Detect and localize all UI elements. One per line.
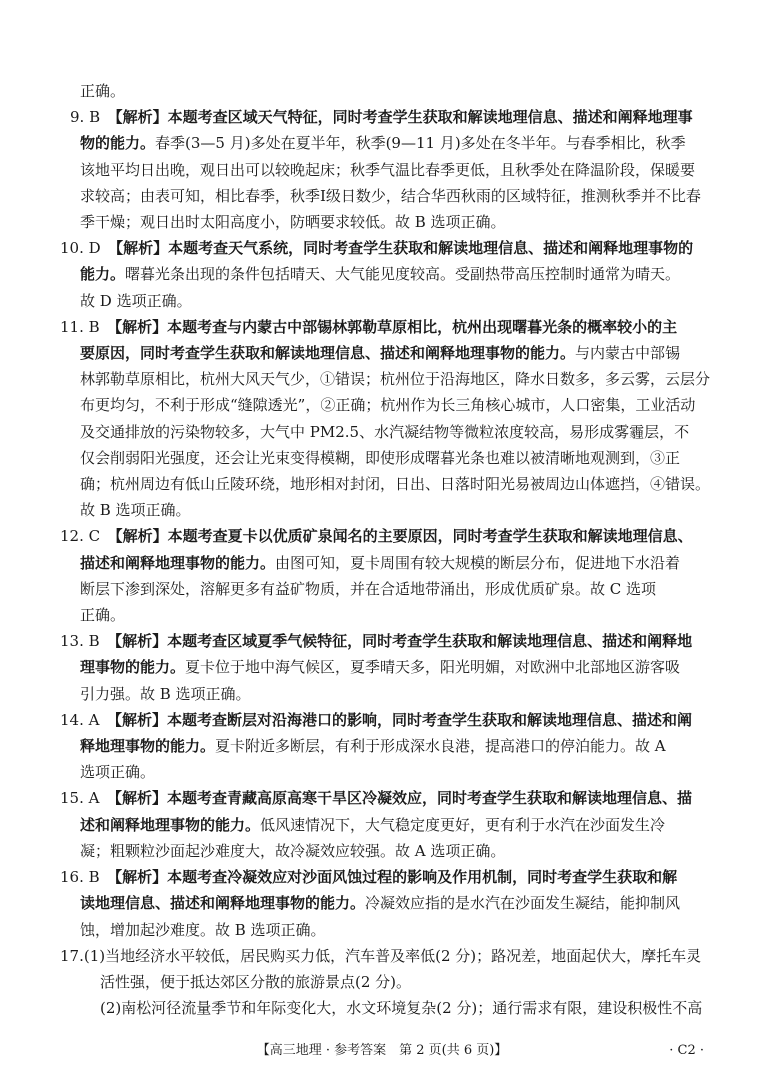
text-line (60, 785, 704, 811)
analysis-heading: 【解析】本题考查天气系统，同时考查学生获取和解读地理信息、描述和阐释地理事物的 (115, 239, 694, 258)
footer-page-info: 【高三地理 · 参考答案 第 2 页(共 6 页)】 (256, 1043, 508, 1058)
text-line (80, 654, 704, 680)
analysis-heading: 物的能力。 (80, 134, 156, 153)
question-number: 9. B (70, 108, 116, 127)
text-line (80, 130, 704, 156)
text-line (80, 917, 704, 943)
analysis-heading: 【解析】本题考查青藏高原高寒干旱区冷凝效应，同时考查学生获取和解读地理信息、描 (114, 789, 692, 808)
line-text: 凝；粗颗粒沙面起沙难度大，故冷凝效应较强。故 A 选项正确。 (80, 841, 506, 860)
line-text: 正确。 (80, 606, 126, 625)
line-text: 蚀，增加起沙难度。故 B 选项正确。 (80, 920, 326, 939)
line-text: 断层下渗到深处，溶解更多有益矿物质，并在合适地带涌出，形成优质矿泉。故 C 选项 (80, 579, 657, 598)
text-line (80, 838, 704, 864)
text-line (80, 419, 704, 445)
line-text: 故 B 选项正确。 (80, 501, 191, 520)
line-text: 引力强。故 B 选项正确。 (80, 684, 251, 703)
text-line (80, 366, 711, 392)
text-line (60, 864, 704, 890)
text-line (80, 392, 704, 418)
question-number: 13. B (60, 632, 115, 651)
line-text: 林郭勒草原相比，杭州大风天气少，①错误；杭州位于沿海地区，降水日数多，多云雾，云层分 (80, 370, 711, 389)
line-text: 及交通排放的污染物较多，大气中 PM2.5、水汽凝结物等微粒浓度较高，易形成雾霾层，不 (80, 422, 690, 441)
text-line (80, 759, 704, 785)
answer-text-body (60, 78, 711, 1021)
text-line (70, 104, 704, 130)
question-number: 12. C (60, 527, 116, 546)
text-line (60, 523, 704, 549)
analysis-heading: 读地理信息、描述和阐释地理事物的能力。 (80, 894, 366, 913)
line-text: 与内蒙古中部锡 (575, 344, 681, 363)
text-line (80, 681, 704, 707)
question-number: 17. (60, 946, 84, 965)
analysis-heading: 【解析】本题考查冷凝效应对沙面风蚀过程的影响及作用机制，同时考查学生获取和解 (114, 868, 678, 887)
text-line (80, 157, 704, 183)
analysis-heading: 描述和阐释地理事物的能力。 (80, 553, 276, 572)
analysis-heading: 【解析】本题考查与内蒙古中部锡林郭勒草原相比，杭州出现曙暮光条的概率较小的主 (114, 317, 678, 336)
question-number: 10. D (60, 239, 116, 258)
line-text: 活性强，便于抵达郊区分散的旅游景点(2 分)。 (100, 972, 412, 991)
line-text: 季干燥；观日出时太阳高度小，防晒要求较低。故 B 选项正确。 (80, 213, 506, 232)
analysis-heading: 【解析】本题考查区域天气特征，同时考查学生获取和解读地理信息、描述和阐释地理事 (115, 108, 693, 127)
line-text: 选项正确。 (80, 763, 156, 782)
analysis-heading: 【解析】本题考查夏卡以优质矿泉闻名的主要原因，同时考查学生获取和解读地理信息、 (115, 527, 693, 546)
text-line (80, 183, 704, 209)
question-number: 11. B (60, 317, 115, 336)
footer-code: · C2 · (669, 1043, 704, 1058)
text-line (80, 340, 704, 366)
line-text: 冷凝效应指的是水汽在沙面发生凝结，能抑制风 (365, 894, 681, 913)
question-number: 16. B (60, 868, 115, 887)
text-line (80, 288, 704, 314)
page-footer (0, 1040, 764, 1062)
text-line (80, 497, 704, 523)
text-line (80, 445, 704, 471)
analysis-heading: 述和阐释地理事物的能力。 (80, 815, 261, 834)
analysis-heading: 【解析】本题考查区域夏季气候特征，同时考查学生获取和解读地理信息、描述和阐释地 (114, 632, 693, 651)
line-text: 仅会削弱阳光强度，还会让光束变得模糊，即使形成曙暮光条也难以被清晰地观测到，③正 (80, 448, 681, 467)
analysis-heading: 要原因，同时考查学生获取和解读地理信息、描述和阐释地理事物的能力。 (80, 344, 576, 363)
line-text: 低风速情况下，大气稳定度更好，更有利于水汽在沙面发生冷 (260, 815, 666, 834)
text-line (80, 209, 704, 235)
line-text: 确；杭州周边有低山丘陵环绕，地形相对封闭，日出、日落时阳光易被周边山体遮挡，④错误。 (80, 475, 711, 494)
line-text: 求较高；由表可知，相比春季，秋季Ⅰ级日数少，结合华西秋雨的区域特征，推测秋季并不比春 (80, 186, 701, 205)
text-line (80, 550, 704, 576)
text-line (60, 943, 704, 969)
line-text: 该地平均日出晚，观日出可以较晚起床；秋季气温比春季更低，且秋季处在降温阶段，保暖要 (80, 160, 696, 179)
text-line (80, 733, 704, 759)
analysis-heading: 释地理事物的能力。 (80, 737, 216, 756)
analysis-heading: 理事物的能力。 (80, 658, 186, 677)
line-text: 正确。 (80, 82, 126, 100)
text-line (80, 995, 704, 1021)
line-text: 曙暮光条出现的条件包括晴天、大气能见度较高。受副热带高压控制时通常为晴天。 (125, 265, 681, 284)
line-text: 夏卡位于地中海气候区，夏季晴天多，阳光明媚，对欧洲中北部地区游客吸 (185, 658, 681, 677)
text-line (60, 628, 704, 654)
text-line (80, 471, 711, 497)
text-line (80, 576, 704, 602)
question-number: 14. A (60, 710, 115, 729)
line-text: 由图可知，夏卡周围有较大规模的断层分布，促进地下水沿着 (275, 553, 681, 572)
text-line (80, 812, 704, 838)
text-line (60, 235, 704, 261)
text-line (80, 78, 704, 104)
analysis-heading: 能力。 (80, 265, 126, 284)
line-text: 夏卡附近多断层，有利于形成深水良港，提高港口的停泊能力。故 A (215, 737, 666, 756)
text-line (60, 707, 704, 733)
line-text: 春季(3—5 月)多处在夏半年，秋季(9—11 月)多处在冬半年。与春季相比，秋季 (155, 134, 686, 153)
line-text: (1)当地经济水平较低，居民购买力低，汽车普及率低(2 分)；路况差，地面起伏大，摩托车灵 (83, 946, 702, 965)
text-line (80, 890, 704, 916)
text-line (80, 969, 704, 995)
text-line (80, 261, 704, 287)
line-text: (2)南松河径流量季节和年际变化大，水文环境复杂(2 分)；通行需求有限，建设积极性不高 (100, 999, 703, 1018)
analysis-heading: 【解析】本题考查断层对沿海港口的影响，同时考查学生获取和解读地理信息、描述和阐 (114, 710, 692, 729)
text-line (80, 602, 704, 628)
line-text: 布更均匀，不利于形成“缝隙透光”，②正确；杭州作为长三角核心城市，人口密集，工业活动 (80, 396, 696, 415)
text-line (60, 314, 704, 340)
question-number: 15. A (60, 789, 115, 808)
line-text: 故 D 选项正确。 (80, 291, 192, 310)
